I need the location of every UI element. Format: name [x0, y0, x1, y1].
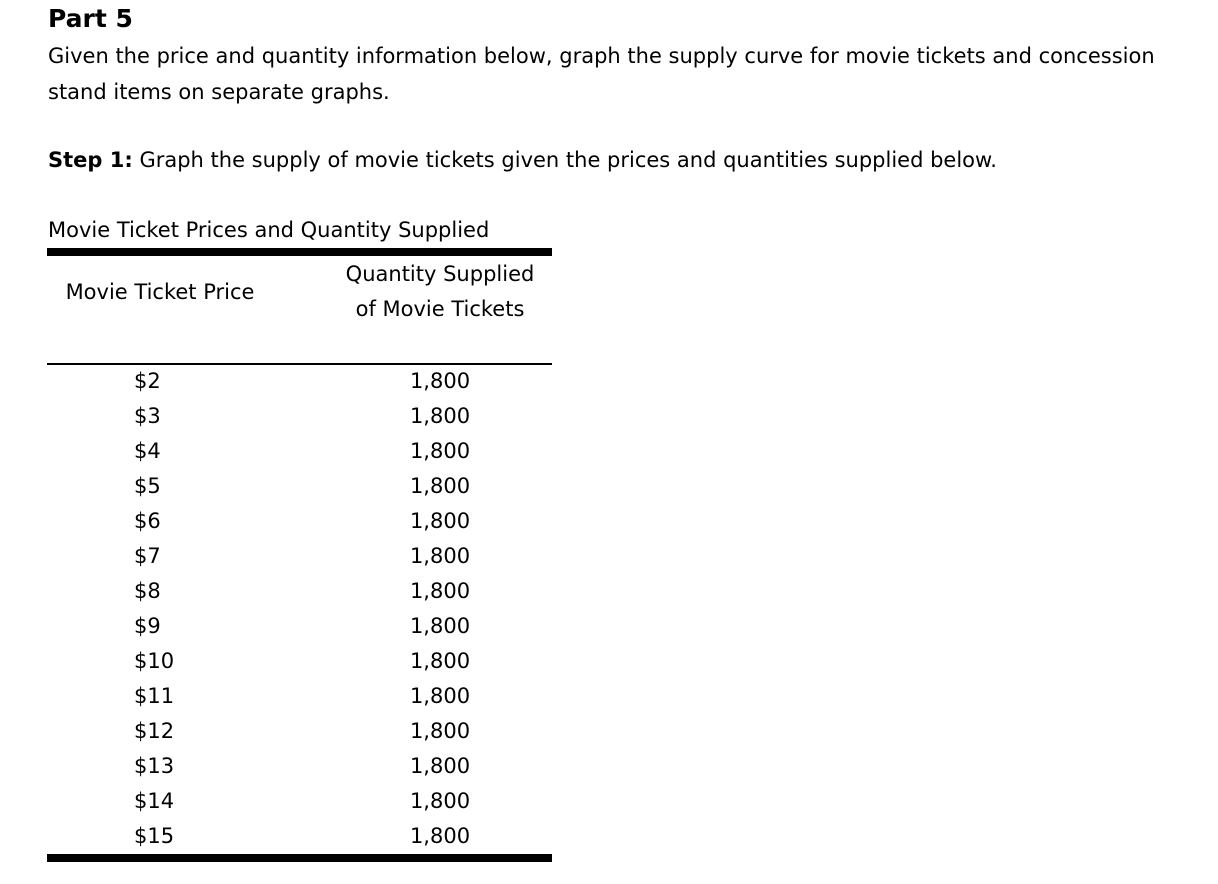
price-cell: $3	[134, 404, 161, 428]
column-header-price: Movie Ticket Price	[65, 280, 255, 304]
table-row	[47, 819, 552, 854]
quantity-cell: 1,800	[409, 649, 471, 673]
table-row	[47, 714, 552, 749]
price-cell: $7	[134, 544, 161, 568]
step-text: Graph the supply of movie tickets given the prices and quantities supplied below.	[139, 148, 997, 172]
price-cell: $5	[134, 474, 161, 498]
quantity-cell: 1,800	[409, 474, 471, 498]
table-row	[47, 679, 552, 714]
table-bottom-rule	[47, 854, 552, 862]
table-row	[47, 574, 552, 609]
quantity-cell: 1,800	[409, 614, 471, 638]
price-cell: $8	[134, 579, 161, 603]
price-cell: $4	[134, 439, 161, 463]
quantity-cell: 1,800	[409, 579, 471, 603]
table-top-rule	[47, 248, 552, 256]
price-cell: $13	[134, 754, 175, 778]
table-row	[47, 504, 552, 539]
table-row	[47, 644, 552, 679]
price-cell: $2	[134, 369, 161, 393]
quantity-cell: 1,800	[409, 719, 471, 743]
table-row	[47, 784, 552, 819]
price-cell: $14	[134, 789, 175, 813]
table-row	[47, 434, 552, 469]
table-row	[47, 399, 552, 434]
supply-table-body	[47, 364, 552, 854]
table-row	[47, 539, 552, 574]
price-cell: $10	[134, 649, 175, 673]
quantity-cell: 1,800	[409, 824, 471, 848]
quantity-cell: 1,800	[409, 509, 471, 533]
page-title: Part 5	[48, 4, 133, 33]
table-row	[47, 609, 552, 644]
table-caption: Movie Ticket Prices and Quantity Supplied	[48, 218, 490, 242]
quantity-cell: 1,800	[409, 439, 471, 463]
price-cell: $15	[134, 824, 175, 848]
quantity-cell: 1,800	[409, 789, 471, 813]
price-cell: $6	[134, 509, 161, 533]
step-instruction	[48, 143, 997, 177]
price-cell: $12	[134, 719, 175, 743]
quantity-cell: 1,800	[409, 754, 471, 778]
quantity-cell: 1,800	[409, 404, 471, 428]
table-row	[47, 469, 552, 504]
quantity-cell: 1,800	[409, 684, 471, 708]
step-label: Step 1:	[48, 148, 133, 172]
price-cell: $9	[134, 614, 161, 638]
table-row	[47, 364, 552, 399]
table-row	[47, 749, 552, 784]
quantity-cell: 1,800	[409, 544, 471, 568]
price-cell: $11	[134, 684, 175, 708]
intro-paragraph: Given the price and quantity information below, graph the supply curve for movie tickets and concession stand items on separate graphs.	[48, 44, 1155, 104]
column-header-quantity: Quantity Supplied of Movie Tickets	[345, 262, 535, 321]
quantity-cell: 1,800	[409, 369, 471, 393]
